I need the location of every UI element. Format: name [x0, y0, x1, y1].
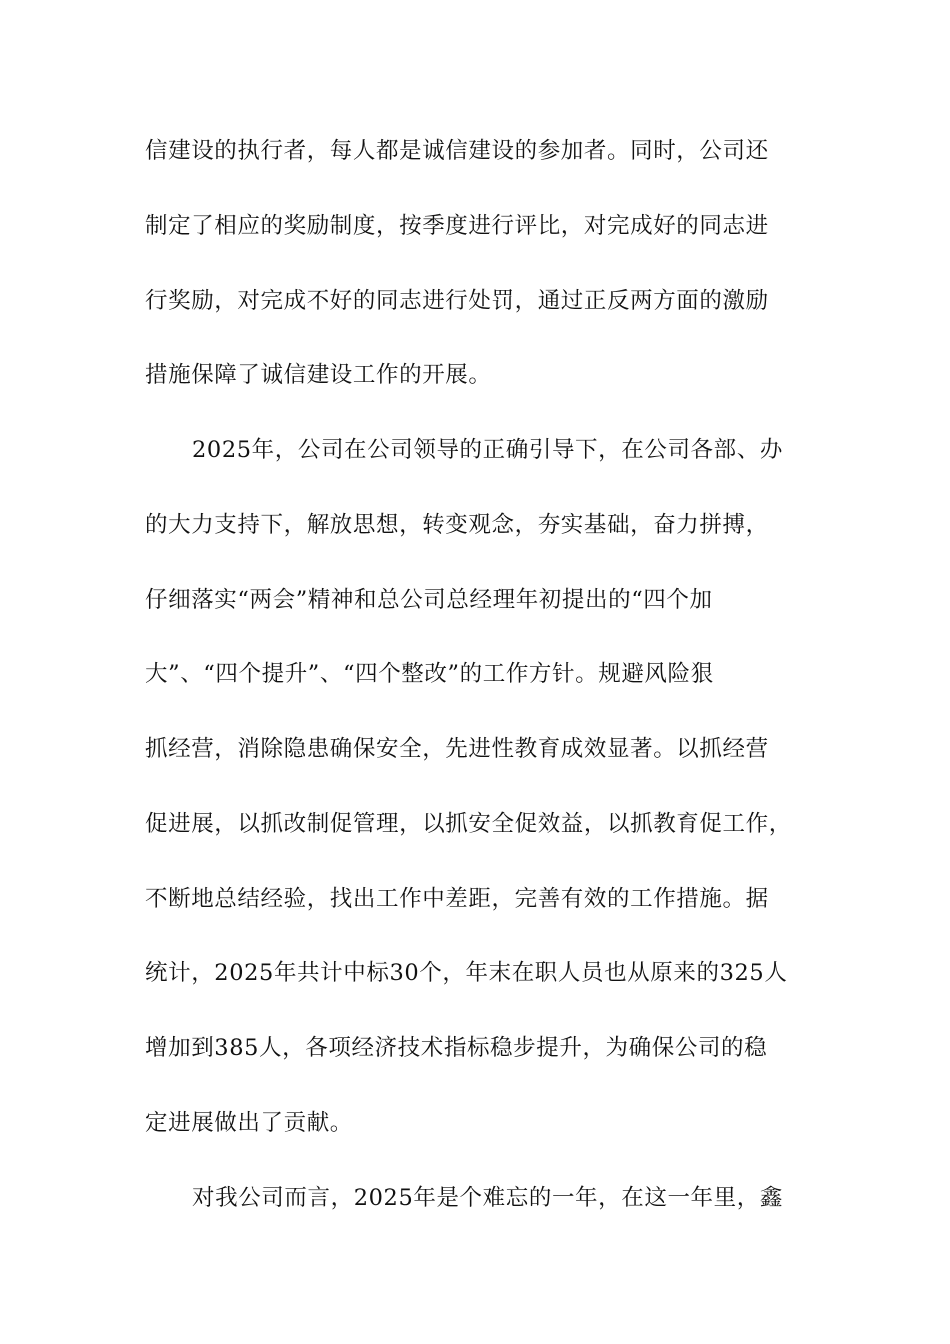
text-line: 大”、“四个提升”、“四个整改”的工作方针。规避风险狠 — [145, 661, 714, 687]
text-line: 信建设的执行者，每人都是诚信建设的参加者。同时，公司还 — [145, 138, 769, 164]
text-line: 增加到385人，各项经济技术指标稳步提升，为确保公司的稳 — [145, 1035, 768, 1061]
text-line: 统计，2025年共计中标30个，年末在职人员也从原来的325人 — [145, 960, 788, 986]
paragraph-first-line: 2025年，公司在公司领导的正确引导下，在公司各部、办 — [192, 437, 783, 463]
text-line: 的大力支持下，解放思想，转变观念，夯实基础，奋力拼搏， — [145, 512, 769, 538]
text-line: 措施保障了诚信建设工作的开展。 — [145, 362, 492, 388]
text-line: 制定了相应的奖励制度，按季度进行评比，对完成好的同志进 — [145, 213, 769, 239]
text-line: 不断地总结经验，找出工作中差距，完善有效的工作措施。据 — [145, 886, 769, 912]
paragraph-first-line: 对我公司而言，2025年是个难忘的一年，在这一年里，鑫 — [192, 1185, 783, 1211]
text-line: 促进展，以抓改制促管理，以抓安全促效益，以抓教育促工作， — [145, 811, 792, 837]
text-line: 抓经营，消除隐患确保安全，先进性教育成效显著。以抓经营 — [145, 736, 769, 762]
text-line: 行奖励，对完成不好的同志进行处罚，通过正反两方面的激励 — [145, 288, 769, 314]
text-line: 仔细落实“两会”精神和总公司总经理年初提出的“四个加 — [145, 587, 713, 613]
text-line: 定进展做出了贡献。 — [145, 1110, 353, 1136]
